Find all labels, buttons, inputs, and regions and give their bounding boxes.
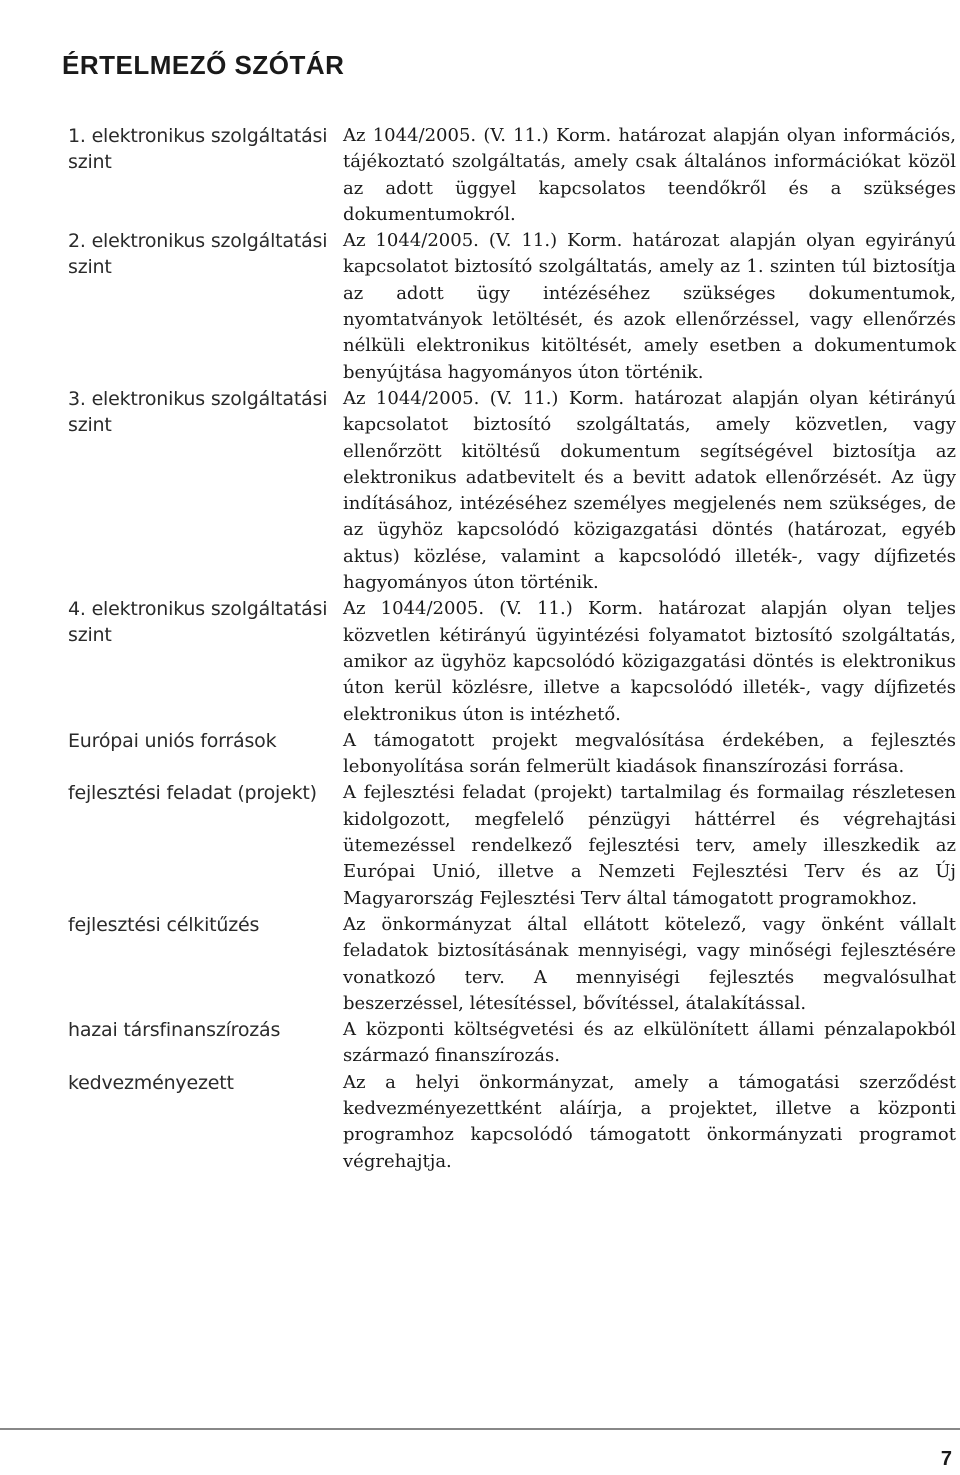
glossary-entry (68, 596, 956, 727)
glossary-term: fejlesztési feladat (projekt) (68, 782, 317, 805)
glossary-definition: Az 1044/2005. (V. 11.) Korm. határozat alapján olyan teljes közvetlen kétirányú ügyintézési folyamatot biztosító szolgáltatás, amikor az ügyhöz kapcsolódó közigazgatási döntés is elektronikus úton kerül közlésre, illetve a kapcsolódó illeték-, vagy díjfizetés elektronikus úton is intézhető. (343, 598, 956, 725)
glossary-table (68, 123, 956, 1175)
glossary-entry (68, 123, 956, 228)
glossary-entry (68, 1017, 956, 1070)
glossary-term: fejlesztési célkitűzés (68, 913, 260, 936)
glossary-term: 3. elektronikus szolgáltatási szint (68, 387, 328, 436)
glossary-term: 1. elektronikus szolgáltatási szint (68, 125, 328, 173)
glossary-entry (68, 728, 956, 781)
glossary-entry (68, 1070, 956, 1175)
page-title: ÉRTELMEZŐ SZÓTÁR (62, 50, 345, 80)
glossary-definition: A fejlesztési feladat (projekt) tartalmilag és formailag részletesen kidolgozott, megfelelő pénzügyi háttérrel és végrehajtási ütemezéssel rendelkező fejlesztési terv, amely illeszkedik az Európai Unió, illetve a Nemzeti Fejlesztési Terv és az Új Magyarország Fejlesztési Terv által támogatott programokhoz. (343, 782, 956, 909)
glossary-definition: A támogatott projekt megvalósítása érdekében, a fejlesztés lebonyolítása során felmerült kiadások finanszírozási forrása. (343, 729, 956, 778)
glossary-term: 4. elektronikus szolgáltatási szint (68, 598, 328, 647)
glossary-definition: Az 1044/2005. (V. 11.) Korm. határozat alapján olyan egyirányú kapcsolatot biztosító szolgáltatás, amely az 1. szinten túl biztosítja az adott ügy intézéséhez szükséges dokumentumok, nyomtatványok letöltését, és azok ellenőrzéssel, vagy ellenőrzés nélküli elektronikus kitöltését, amely esetben a dokumentumok benyújtása hagyományos úton történik. (343, 230, 956, 383)
glossary-definition: A központi költségvetési és az elkülönített állami pénzalapokból származó finanszírozás. (343, 1019, 956, 1067)
page-number: 7 (940, 1448, 952, 1470)
glossary-definition: Az önkormányzat által ellátott kötelező, vagy önként vállalt feladatok biztosításának mennyiségi, vagy minőségi fejlesztésére vonatkozó terv. A mennyiségi fejlesztés megvalósulhat beszerzéssel, létesítéssel, bővítéssel, átalakítással. (343, 913, 956, 1014)
glossary-term: hazai társfinanszírozás (68, 1019, 281, 1042)
glossary-entry (68, 912, 956, 1017)
glossary-definition: Az 1044/2005. (V. 11.) Korm. határozat alapján olyan kétirányú kapcsolatot biztosító szolgáltatás, amely közvetlen, vagy ellenőrzött kitöltésű dokumentum segítségével biztosítja az elektronikus adatbevitelt és a bevitt adatok ellenőrzését. Az ügy indításához, intézéséhez személyes megjelenés nem szükséges, de az ügyhöz kapcsolódó közigazgatási döntés (határozat, egyéb aktus) közlése, valamint a kapcsolódó illeték-, vagy díjfizetés hagyományos úton történik. (343, 387, 956, 594)
glossary-term: Európai uniós források (68, 729, 277, 752)
footer-divider (0, 1428, 960, 1430)
glossary-definition: Az 1044/2005. (V. 11.) Korm. határozat alapján olyan információs, tájékoztató szolgáltatás, amely csak általános információkat közöl az adott üggyel kapcsolatos teendőkről és a szükséges dokumentumokról. (343, 125, 956, 225)
glossary-entry (68, 228, 956, 386)
glossary-definition: Az a helyi önkormányzat, amely a támogatási szerződést kedvezményezettként aláírja, a projektet, illetve a központi programhoz kapcsolódó támogatott önkormányzati programot végrehajtja. (343, 1071, 956, 1172)
glossary-term: kedvezményezett (68, 1071, 234, 1094)
glossary-term: 2. elektronikus szolgáltatási szint (68, 230, 328, 279)
glossary-entry (68, 386, 956, 596)
glossary-entry (68, 780, 956, 911)
